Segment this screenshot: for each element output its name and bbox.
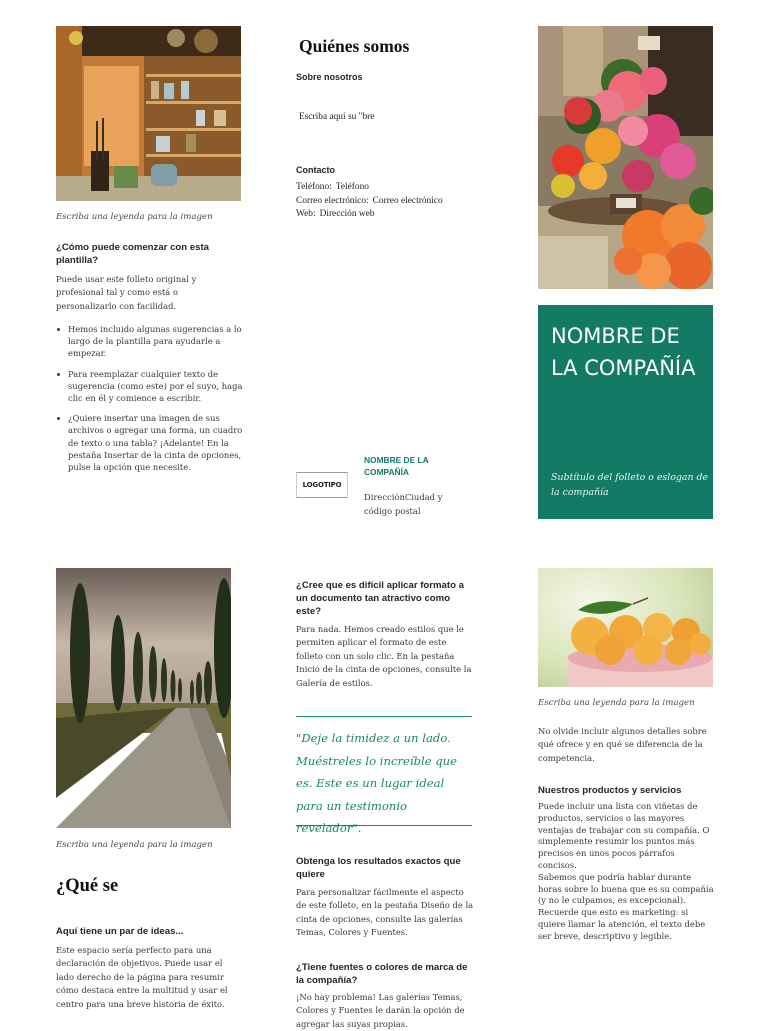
company-title: NOMBRE DE LA COMPAÑÍA — [551, 324, 696, 380]
list-item: Para reemplazar cualquier texto de sugerencia (como este) por el suyo, haga clic en él y comience a escribir. — [68, 368, 245, 405]
page-title: Quiénes somos — [299, 36, 410, 56]
formatting-paragraph: Para nada. Hemos creado estilos que le permiten aplicar el formato de este folleto con un solo clic. En la pestaña Inicio de la cinta de opciones, consulte la Galería de estilos. — [296, 624, 472, 688]
about-subheading: Sobre nosotros — [296, 72, 363, 82]
company-name-small: NOMBRE DE LA COMPAÑÍA — [364, 455, 429, 477]
about-body-text: Escriba aquí su "bre — [299, 112, 375, 122]
contact-email-row — [296, 195, 443, 209]
contact-web-row — [296, 208, 443, 222]
company-address: DirecciónCiudad y código postal — [364, 492, 443, 516]
logo-placeholder: LOGOTIPO — [296, 472, 348, 498]
testimonial-quote: "Deje la timidez a un lado. Muéstreles lo increíble que es. Este es un lugar ideal para un testimonio revelador". — [296, 731, 457, 835]
list-item: ¿Quiere insertar una imagen de sus archivos o agregar una forma, un cuadro de texto o una tabla? ¡Adelante! En la pestaña Insertar de la cinta de opciones, pulse la opción que necesite. — [68, 412, 245, 473]
quote-bottom-rule — [296, 825, 472, 826]
phone-value: Teléfono — [335, 182, 369, 192]
section-title: ¿Qué se — [56, 876, 118, 896]
differentiators-paragraph: No olvide incluir algunos detalles sobre qué ofrece y en qué se diferencia de la competencia. — [538, 726, 707, 763]
image-caption: Escriba una leyenda para la imagen — [56, 212, 213, 222]
contact-phone-row — [296, 181, 443, 195]
shop-interior-photo — [56, 26, 241, 201]
mission-paragraph: Este espacio sería perfecto para una declaración de objetivos. Puede usar el lado derecho de la página para resumir cómo destaca entre la multitud y usar el centro para una breve historia de éxito. — [56, 945, 228, 1009]
brochure-tagline: Subtítulo del folleto o eslogan de la compañía — [551, 472, 709, 498]
cypress-road-photo — [56, 568, 231, 828]
brand-paragraph: ¡No hay problema! Las galerías Temas, Colores y Fuentes le darán la opción de agregar las suyas propias. — [296, 992, 465, 1029]
email-label: Correo electrónico: — [296, 195, 369, 206]
products-heading: Nuestros productos y servicios — [538, 785, 682, 796]
flower-market-photo — [538, 26, 713, 289]
formatting-heading: ¿Cree que es difícil aplicar formato a un documento tan atractivo como este? — [296, 580, 464, 617]
ideas-heading: Aquí tiene un par de ideas... — [56, 926, 184, 937]
contact-block — [296, 181, 443, 222]
list-item: Hemos incluido algunas sugerencias a lo largo de la plantilla para ayudarle a empezar. — [68, 323, 245, 360]
web-label: Web: — [296, 209, 316, 219]
intro-paragraph: Puede usar este folleto original y profesional tal y como está o personalizarlo con facilidad. — [56, 274, 197, 311]
brand-heading: ¿Tiene fuentes o colores de marca de la compañía? — [296, 962, 468, 986]
contact-heading: Contacto — [296, 165, 335, 175]
phone-label: Teléfono: — [296, 182, 332, 192]
section-heading: ¿Cómo puede comenzar con esta plantilla? — [56, 242, 209, 266]
email-value: Correo electrónico — [372, 195, 443, 206]
results-heading: Obtenga los resultados exactos que quiere — [296, 856, 461, 880]
oranges-bowl-photo — [538, 568, 713, 687]
quote-top-rule — [296, 716, 472, 717]
getting-started-section — [56, 241, 232, 313]
company-title-panel — [538, 305, 713, 519]
results-paragraph: Para personalizar fácilmente el aspecto de este folleto, en la pestaña Diseño de la cinta de opciones, consulte las galerías Temas, Colores y Fuentes. — [296, 887, 474, 938]
image-caption: Escriba una leyenda para la imagen — [538, 698, 695, 708]
products-paragraph: Puede incluir una lista con viñetas de productos, servicios o las mayores ventajas de trabajar con su compañía. O simplemente resumir los puntos más precisos en unos pocos párrafos concisos. Sabemos que podría hablar durante horas sobre lo buena que es su compañía (y no le culpamos, es excepcional). Recuerde que esto es marketing: si quiere llamar la atención, el texto debe ser breve, descriptivo y legible. — [538, 801, 714, 941]
image-caption: Escriba una leyenda para la imagen — [56, 840, 213, 850]
tips-list — [55, 323, 245, 481]
web-value: Dirección web — [319, 209, 375, 219]
